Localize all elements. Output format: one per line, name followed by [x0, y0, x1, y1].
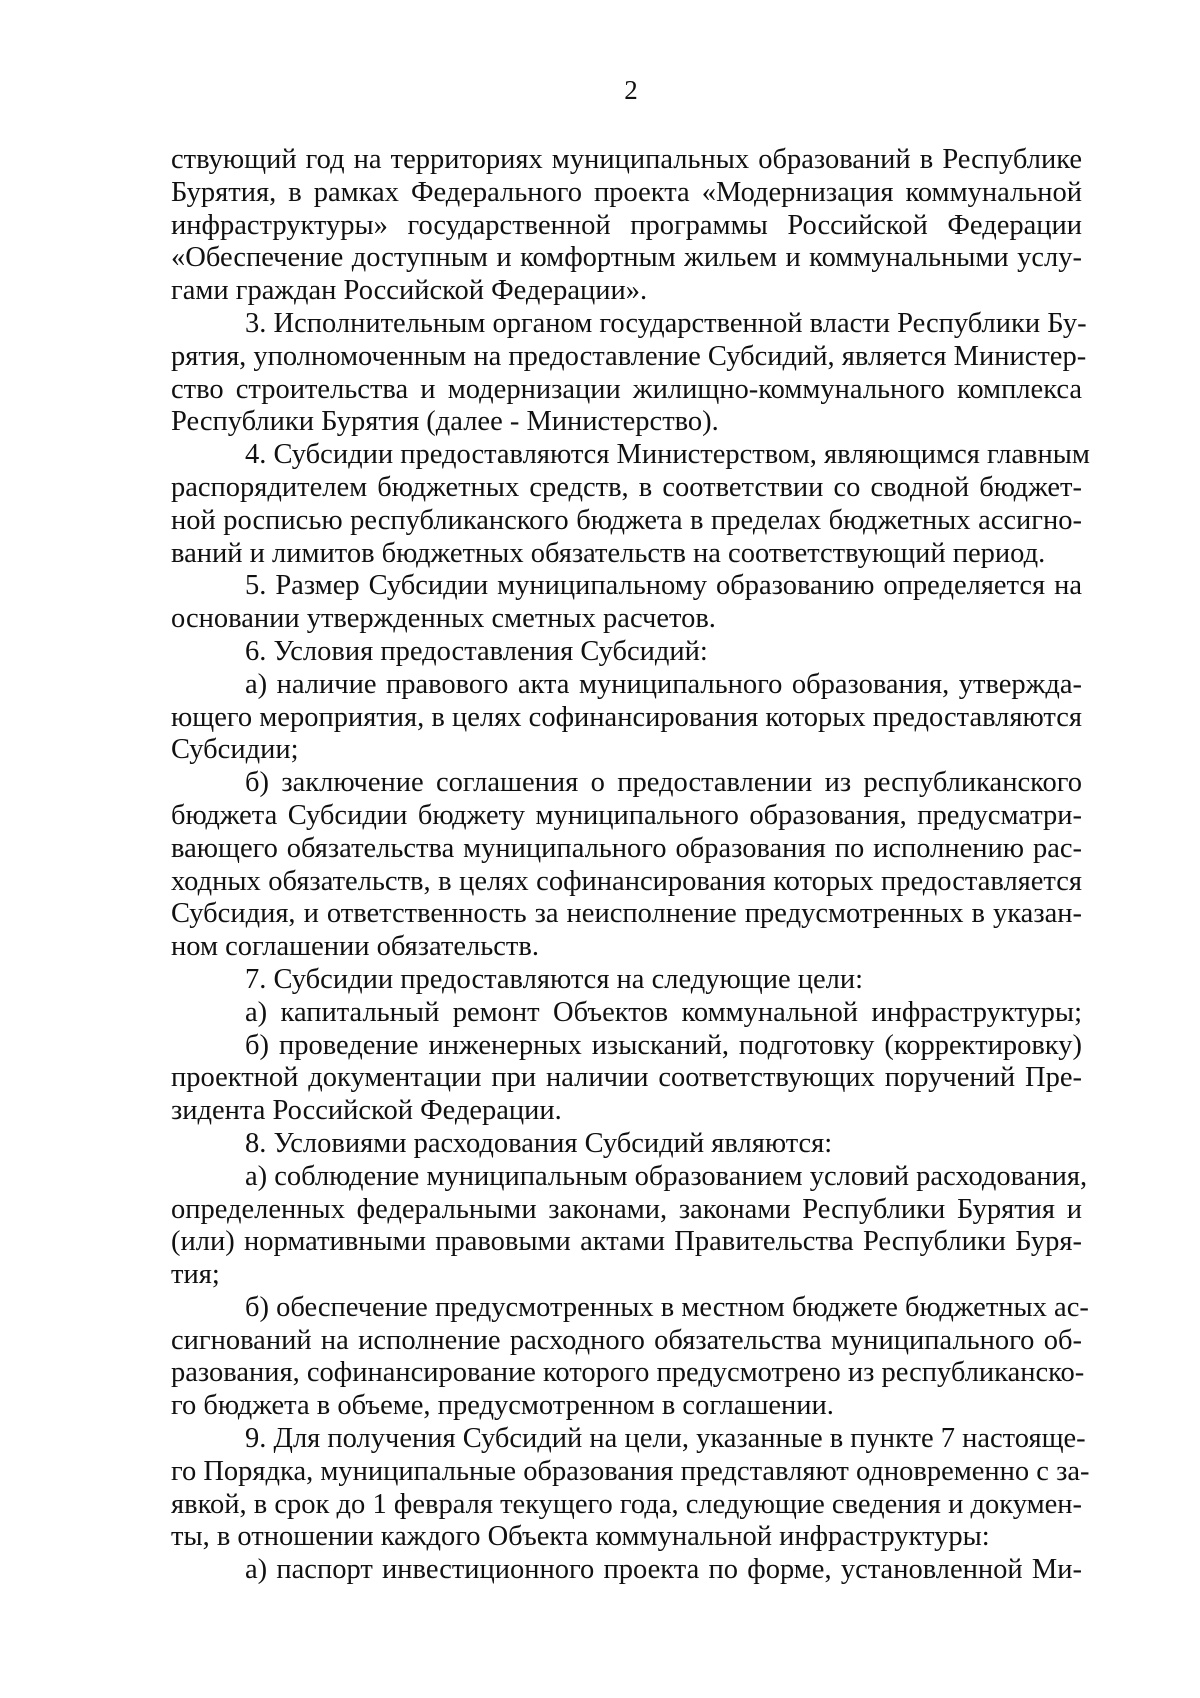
document-body: [171, 144, 1090, 1587]
text-line: а) паспорт инвестиционного проекта по форме, установленной Ми-: [245, 1554, 1082, 1586]
text-line: Субсидия, и ответственность за неисполнение предусмотренных в указан-: [171, 898, 1082, 930]
text-line: ты, в отношении каждого Объекта коммунальной инфраструктуры:: [171, 1521, 990, 1553]
text-line: сигнований на исполнение расходного обязательства муниципального об-: [171, 1324, 1082, 1356]
text-line: го бюджета в объеме, предусмотренном в соглашении.: [171, 1390, 834, 1422]
text-line: определенных федеральными законами, законами Республики Бурятия и: [171, 1193, 1082, 1225]
text-line: 3. Исполнительным органом государственной власти Республики Бу-: [245, 307, 1087, 339]
text-line: явкой, в срок до 1 февраля текущего года, следующие сведения и докумен-: [171, 1488, 1082, 1520]
text-line: разования, софинансирование которого предусмотрено из республиканско-: [171, 1357, 1085, 1389]
text-line: зидента Российской Федерации.: [171, 1095, 562, 1127]
text-line: бюджета Субсидии бюджету муниципального образования, предусматри-: [171, 799, 1082, 831]
text-line: 7. Субсидии предоставляются на следующие цели:: [245, 963, 864, 995]
text-line: ходных обязательств, в целях софинансирования которых предоставляется: [171, 865, 1082, 897]
text-line: а) капитальный ремонт Объектов коммунальной инфраструктуры;: [245, 996, 1082, 1028]
text-line: го Порядка, муниципальные образования представляют одновременно с за-: [171, 1455, 1090, 1487]
text-line: ваний и лимитов бюджетных обязательств на соответствующий период.: [171, 537, 1046, 569]
text-line: распорядителем бюджетных средств, в соответствии со сводной бюджет-: [171, 471, 1082, 503]
text-line: Республики Бурятия (далее - Министерство).: [171, 406, 719, 438]
text-line: ной росписью республиканского бюджета в пределах бюджетных ассигно-: [171, 504, 1082, 536]
text-line: б) заключение соглашения о предоставлении из республиканского: [245, 767, 1082, 799]
text-line: 6. Условия предоставления Субсидий:: [245, 635, 708, 667]
text-line: основании утвержденных сметных расчетов.: [171, 603, 716, 635]
text-line: 8. Условиями расходования Субсидий являются:: [245, 1127, 833, 1159]
text-line: 4. Субсидии предоставляются Министерством, являющимся главным: [245, 439, 1090, 471]
text-line: Субсидии;: [171, 734, 299, 766]
text-line: б) проведение инженерных изысканий, подготовку (корректировку): [245, 1029, 1082, 1061]
text-line: (или) нормативными правовыми актами Правительства Республики Буря-: [171, 1226, 1082, 1258]
text-line: 9. Для получения Субсидий на цели, указанные в пункте 7 настояще-: [245, 1423, 1086, 1455]
text-line: гами граждан Российской Федерации».: [171, 275, 648, 307]
text-line: ющего мероприятия, в целях софинансирования которых предоставляются: [171, 701, 1082, 733]
text-line: а) соблюдение муниципальным образованием условий расходования,: [245, 1160, 1088, 1192]
text-line: б) обеспечение предусмотренных в местном бюджете бюджетных ас-: [245, 1291, 1089, 1323]
text-line: инфраструктуры» государственной программы Российской Федерации: [171, 209, 1082, 241]
text-line: ствующий год на территориях муниципальных образований в Республике: [171, 144, 1082, 175]
text-line: «Обеспечение доступным и комфортным жильем и коммунальными услу-: [171, 242, 1082, 274]
text-line: Бурятия, в рамках Федерального проекта «Модернизация коммунальной: [171, 176, 1082, 208]
page-number: 2: [624, 75, 638, 105]
text-line: а) наличие правового акта муниципального образования, утвержда-: [245, 668, 1082, 700]
text-line: тия;: [171, 1259, 220, 1291]
text-line: ном соглашении обязательств.: [171, 931, 539, 963]
text-line: рятия, уполномоченным на предоставление Субсидий, является Министер-: [171, 340, 1087, 372]
text-line: вающего обязательства муниципального образования по исполнению рас-: [171, 832, 1082, 864]
text-line: 5. Размер Субсидии муниципальному образованию определяется на: [245, 570, 1082, 602]
text-line: ство строительства и модернизации жилищно-коммунального комплекса: [171, 373, 1082, 405]
text-line: проектной документации при наличии соответствующих поручений Пре-: [171, 1062, 1082, 1094]
